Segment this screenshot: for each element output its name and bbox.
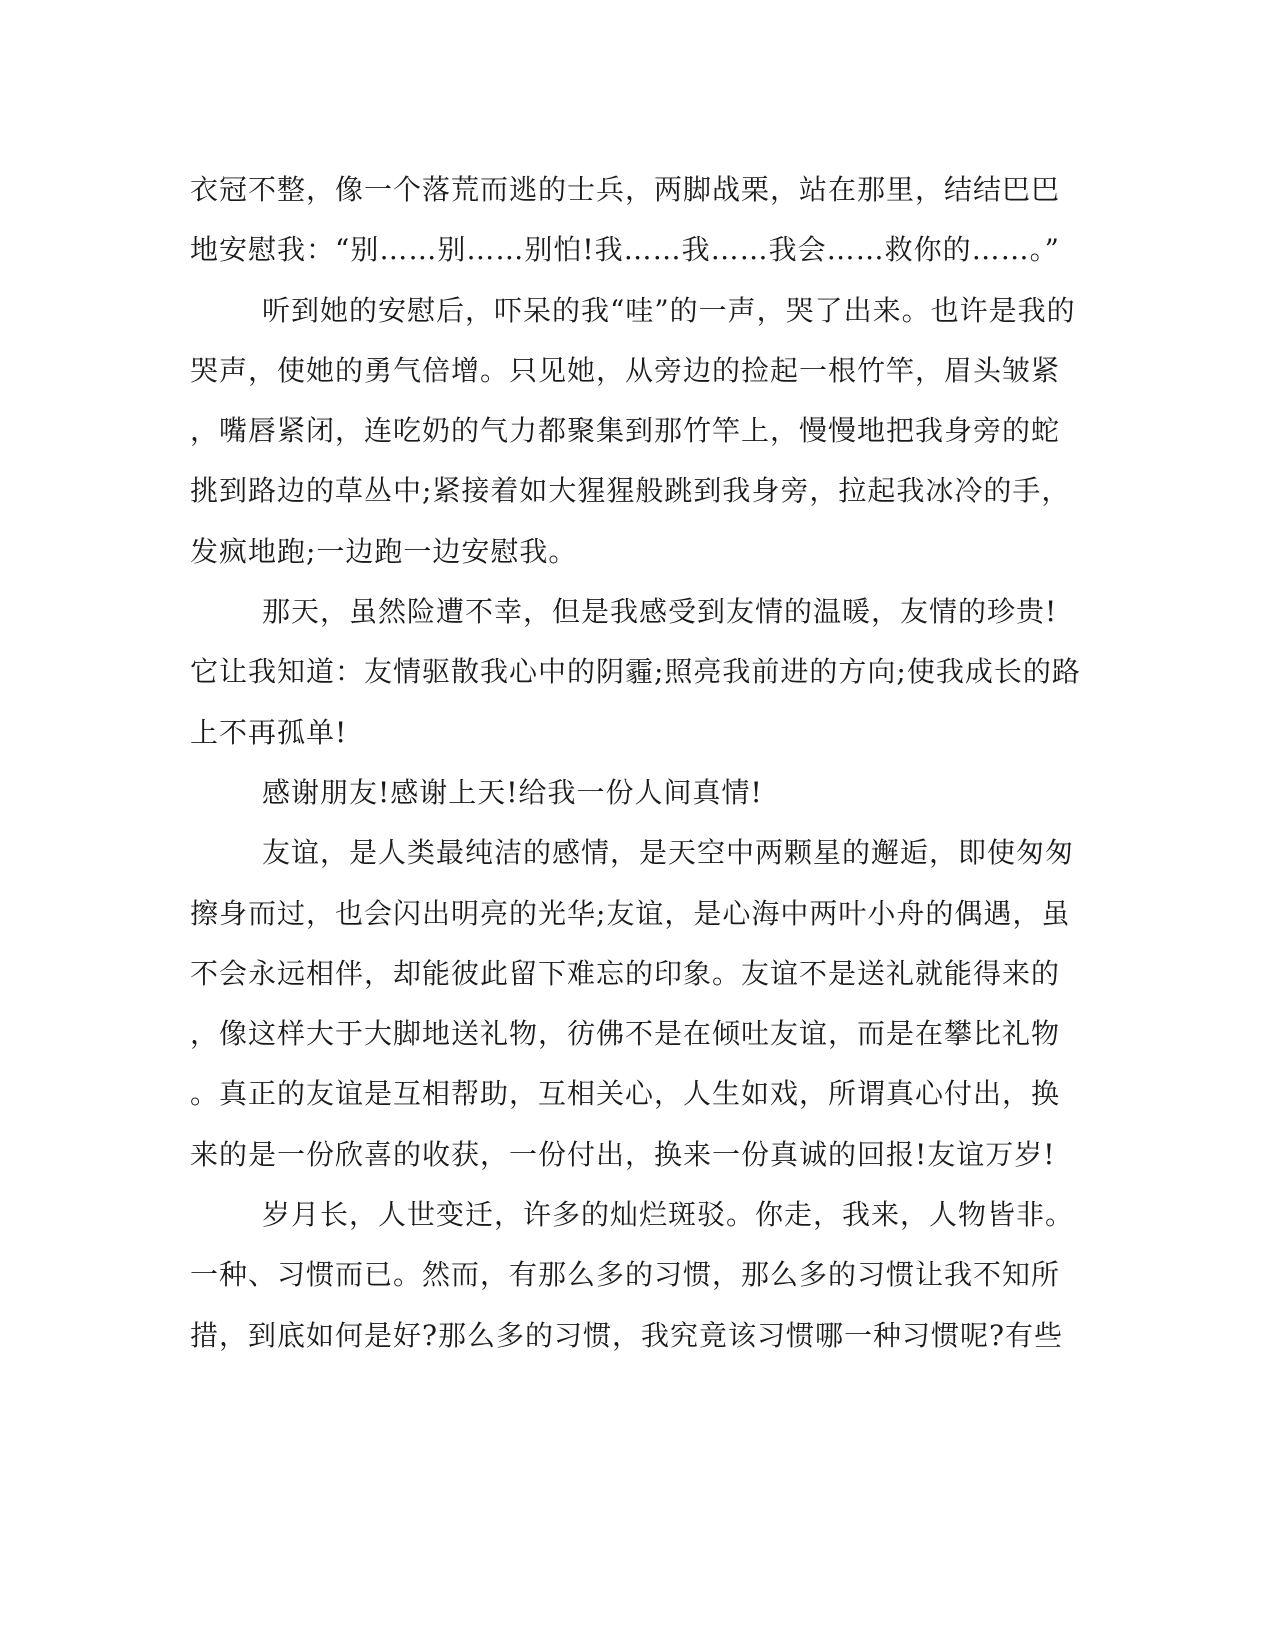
text-line: 友谊，是人类最纯洁的感情，是天空中两颗星的邂逅，即使匆匆 xyxy=(262,836,1075,870)
text-line: 岁月长，人世变迁，许多的灿烂斑驳。你走，我来，人物皆非。 xyxy=(262,1198,1075,1232)
text-line: ，嘴唇紧闭，连吃奶的气力都聚集到那竹竿上，慢慢地把我身旁的蛇 xyxy=(190,414,1061,448)
text-line: 发疯地跑;一边跑一边安慰我。 xyxy=(190,534,578,568)
text-line: 听到她的安慰后，吓呆的我“哇”的一声，哭了出来。也许是我的 xyxy=(262,293,1076,327)
text-line: 不会永远相伴，却能彼此留下难忘的印象。友谊不是送礼就能得来的 xyxy=(190,956,1061,990)
text-line: 衣冠不整，像一个落荒而逃的士兵，两脚战栗，站在那里，结结巴巴 xyxy=(190,173,1061,206)
text-line: 哭声，使她的勇气倍增。只见她，从旁边的捡起一根竹竿，眉头皱紧 xyxy=(190,353,1061,387)
text-line: ，像这样大于大脚地送礼物，彷佛不是在倾吐友谊，而是在攀比礼物 xyxy=(190,1017,1061,1051)
text-line: 来的是一份欣喜的收获，一份付出，换来一份真诚的回报!友谊万岁! xyxy=(190,1137,1056,1171)
text-line: 上不再孤单! xyxy=(190,715,348,749)
text-line: 地安慰我：“别……别……别怕!我……我……我会……救你的……。” xyxy=(190,233,1060,267)
document-body xyxy=(190,160,1081,1366)
text-line: 感谢朋友!感谢上天!给我一份人间真情! xyxy=(262,775,763,809)
text-line: 挑到路边的草丛中;紧接着如大猩猩般跳到我身旁，拉起我冰冷的手， xyxy=(190,474,1071,508)
text-line: 它让我知道：友情驱散我心中的阴霾;照亮我前进的方向;使我成长的路 xyxy=(190,655,1081,689)
text-line: 擦身而过，也会闪出明亮的光华;友谊，是心海中两叶小舟的偶遇，虽 xyxy=(190,896,1071,930)
text-line: 那天，虽然险遭不幸，但是我感受到友情的温暖，友情的珍贵! xyxy=(262,595,1058,629)
text-line: 一种、习惯而已。然而，有那么多的习惯，那么多的习惯让我不知所 xyxy=(190,1258,1061,1292)
text-line: 措，到底如何是好?那么多的习惯，我究竟该习惯哪一种习惯呢?有些 xyxy=(190,1318,1064,1352)
text-line: 。真正的友谊是互相帮助，互相关心，人生如戏，所谓真心付出，换 xyxy=(190,1077,1061,1111)
